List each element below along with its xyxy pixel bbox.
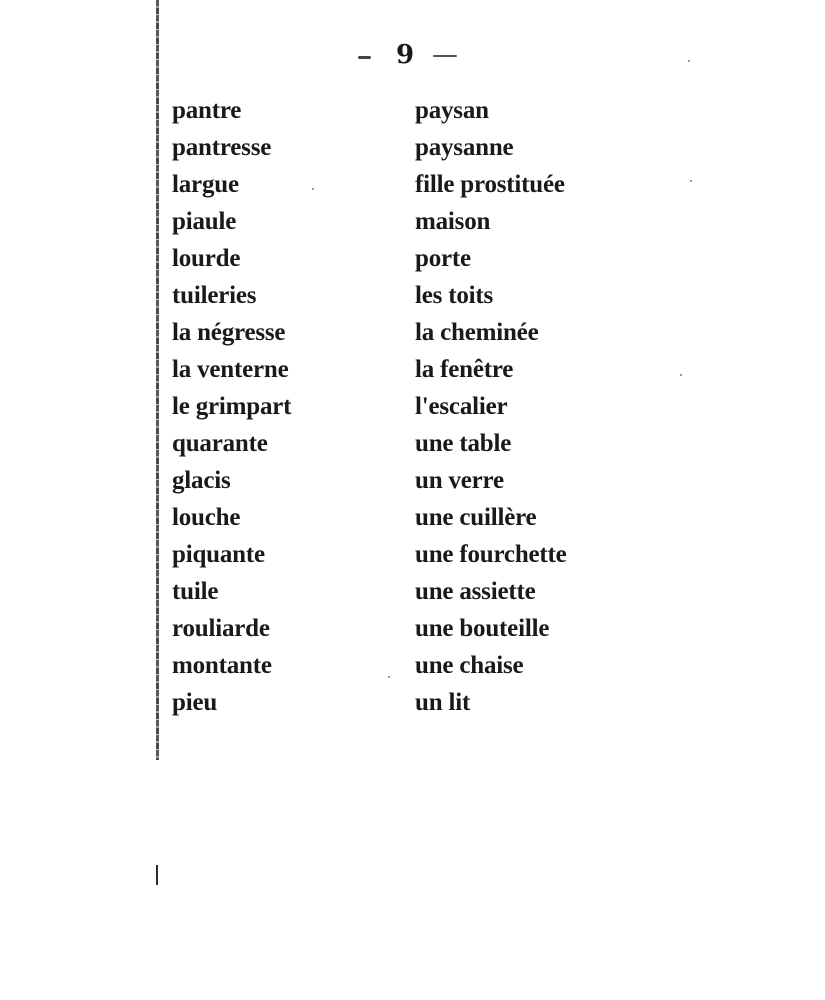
argot-term: rouliarde [172, 615, 270, 642]
scan-speck [690, 180, 692, 182]
term-meaning: une fourchette [415, 541, 567, 568]
term-meaning: une cuillère [415, 504, 537, 531]
glossary-entry [172, 205, 612, 242]
glossary-entry [172, 427, 612, 464]
glossary-entry [172, 279, 612, 316]
argot-term: montante [172, 652, 272, 679]
binding-edge [156, 0, 159, 760]
argot-term: louche [172, 504, 241, 531]
glossary-entry [172, 686, 612, 723]
glossary-entry [172, 501, 612, 538]
glossary-entry [172, 538, 612, 575]
glossary-entry [172, 612, 612, 649]
term-meaning: paysanne [415, 134, 514, 161]
glossary-entry [172, 94, 612, 131]
page-header [0, 38, 825, 74]
argot-term: largue [172, 171, 239, 198]
argot-term: la venterne [172, 356, 289, 383]
argot-glossary [172, 94, 612, 723]
term-meaning: l'escalier [415, 393, 508, 420]
glossary-entry [172, 131, 612, 168]
term-meaning: les toits [415, 282, 494, 309]
argot-term: piaule [172, 208, 237, 235]
scan-speck [688, 60, 690, 62]
glossary-entry [172, 575, 612, 612]
term-meaning: la cheminée [415, 319, 539, 346]
term-meaning: un lit [415, 689, 471, 716]
term-meaning: une bouteille [415, 615, 550, 642]
term-meaning: une table [415, 430, 512, 457]
header-dash-left [358, 56, 371, 59]
argot-term: lourde [172, 245, 241, 272]
glossary-entry [172, 316, 612, 353]
term-meaning: porte [415, 245, 471, 272]
scan-speck [388, 676, 390, 678]
argot-term: pantresse [172, 134, 272, 161]
argot-term: quarante [172, 430, 268, 457]
header-dash-right [433, 55, 457, 57]
term-meaning: maison [415, 208, 491, 235]
glossary-entry [172, 353, 612, 390]
argot-term: tuile [172, 578, 219, 605]
argot-term: le grimpart [172, 393, 292, 420]
term-meaning: fille prostituée [415, 171, 565, 198]
page-number: 9 [396, 40, 415, 70]
term-meaning: la fenêtre [415, 356, 514, 383]
argot-term: pieu [172, 689, 218, 716]
argot-term: tuileries [172, 282, 257, 309]
term-meaning: un verre [415, 467, 504, 494]
argot-term: glacis [172, 467, 231, 494]
argot-term: la négresse [172, 319, 286, 346]
scan-speck [312, 188, 314, 190]
argot-term: pantre [172, 97, 242, 124]
term-meaning: une assiette [415, 578, 536, 605]
argot-term: piquante [172, 541, 265, 568]
glossary-entry [172, 649, 612, 686]
glossary-entry [172, 168, 612, 205]
term-meaning: une chaise [415, 652, 524, 679]
scan-speck [680, 374, 682, 376]
glossary-entry [172, 464, 612, 501]
glossary-entry [172, 242, 612, 279]
binding-mark [156, 865, 158, 885]
term-meaning: paysan [415, 97, 489, 124]
glossary-entry [172, 390, 612, 427]
